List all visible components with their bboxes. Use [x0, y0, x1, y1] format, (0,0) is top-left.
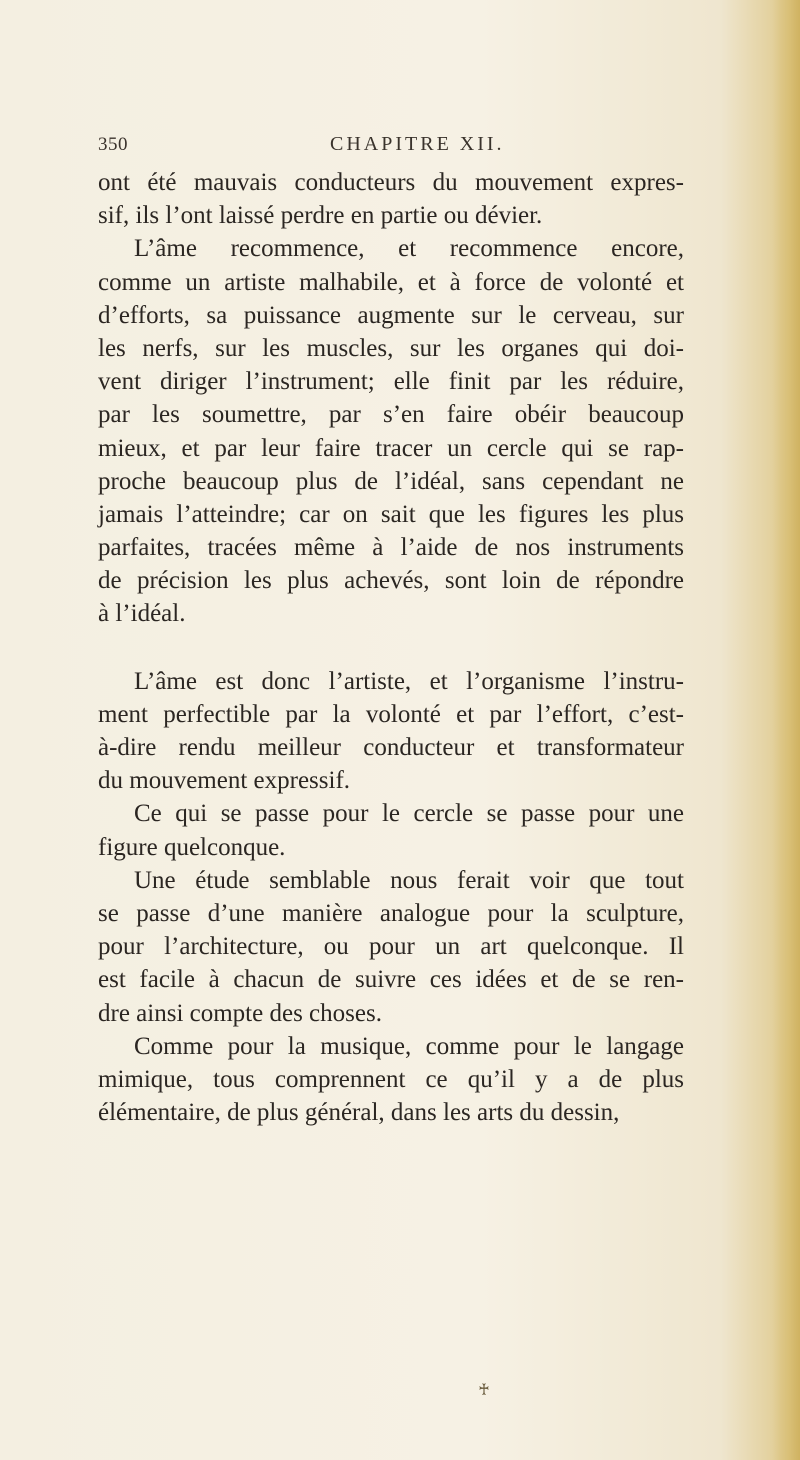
- text-line: à l’idéal.: [98, 600, 186, 628]
- text-line: vent diriger l’instrument; elle finit par les réduire,: [98, 368, 684, 396]
- running-title: CHAPITRE XII.: [330, 133, 505, 155]
- text-line: à-dire rendu meilleur conducteur et transformateur: [98, 734, 684, 761]
- text-line: ment perfectible par la volonté et par l’effort, c’est-: [98, 700, 684, 728]
- text-line: les nerfs, sur les muscles, sur les organes qui doi-: [98, 334, 684, 362]
- text-line: parfaites, tracées même à l’aide de nos instruments: [98, 534, 684, 562]
- text-line: élémentaire, de plus général, dans les arts du dessin,: [98, 1099, 620, 1127]
- paragraph: [98, 797, 684, 863]
- paragraph: [98, 166, 684, 232]
- text-line: L’âme est donc l’artiste, et l’organisme l’instru-: [134, 667, 684, 695]
- text-line: Comme pour la musique, comme pour le langage: [134, 1032, 684, 1060]
- text-line: se passe d’une manière analogue pour la sculpture,: [98, 899, 684, 927]
- text-line: du mouvement expressif.: [98, 767, 351, 795]
- text-line: mieux, et par leur faire tracer un cercle qui se rap-: [98, 434, 684, 462]
- text-line: Ce qui se passe pour le cercle se passe pour une: [134, 800, 684, 828]
- paragraph: [98, 864, 684, 1030]
- text-line: Une étude semblable nous ferait voir que tout: [134, 866, 684, 894]
- paragraph: [98, 665, 684, 798]
- body-text: [98, 166, 684, 1129]
- text-line: pour l’architecture, ou pour un art quelconque. Il: [98, 933, 684, 961]
- page-edge-shadow: [772, 0, 800, 1460]
- text-line: est facile à chacun de suivre ces idées et de se ren-: [98, 966, 684, 994]
- text-line: jamais l’atteindre; car on sait que les figures les plus: [98, 500, 684, 528]
- text-line: ont été mauvais conducteurs du mouvement expres-: [98, 169, 684, 196]
- text-line: dre ainsi compte des choses.: [98, 999, 382, 1027]
- printer-mark: ♰: [478, 1382, 490, 1399]
- text-line: comme un artiste malhabile, et à force de volonté et: [98, 268, 684, 296]
- text-line: d’efforts, sa puissance augmente sur le cerveau, sur: [98, 301, 684, 329]
- page-header: [0, 134, 800, 164]
- text-line: L’âme recommence, et recommence encore,: [134, 235, 684, 263]
- page-number: 350: [98, 134, 128, 155]
- paragraph: [98, 232, 684, 630]
- paragraph-gap: [98, 631, 684, 665]
- text-line: sif, ils l’ont laissé perdre en partie ou dévier.: [98, 202, 543, 230]
- text-line: proche beaucoup plus de l’idéal, sans cependant ne: [98, 467, 684, 495]
- text-line: par les soumettre, par s’en faire obéir beaucoup: [98, 401, 684, 429]
- paragraph: [98, 1030, 684, 1130]
- text-line: figure quelconque.: [98, 833, 286, 861]
- text-line: mimique, tous comprennent ce qu’il y a de plus: [98, 1065, 684, 1093]
- text-line: de précision les plus achevés, sont loin de répondre: [98, 567, 684, 595]
